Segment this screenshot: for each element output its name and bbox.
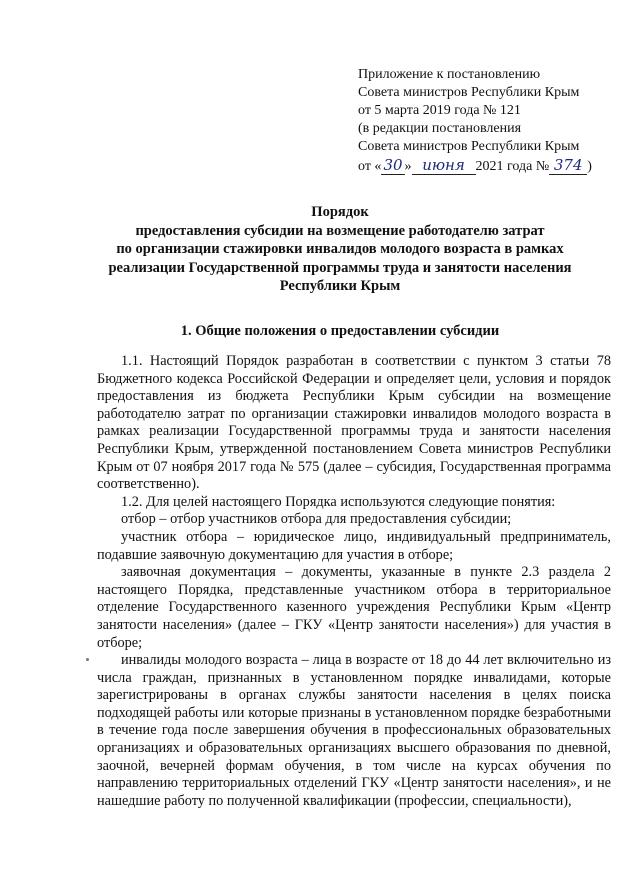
paragraph: инвалиды молодого возраста – лица в возрасте от 18 до 44 лет включительно из числа граждан, признанных в установленном порядке инвалидами, которые зарегистрированы в органах службы занятости населения в целях поиска подходящей работы или которые признаны в установленном порядке безработными в течение года после завершения обучения в профессиональных образовательных организациях и образовательных организациях высшего образования по дневной, заочной, вечерней формам обучения, в том числе на курсах обучения по направлению территориальных отделений ГКУ «Центр занятости населения», и не нашедшие работу по полученной квалификации (профессии, специальности), [97, 652, 611, 809]
header-line: Приложение к постановлению [358, 67, 541, 82]
date-quote-close: » [404, 159, 412, 174]
scan-artifact [86, 658, 89, 661]
section-body [97, 353, 611, 810]
title-line: по организации стажировки инвалидов молодого возраста в рамках [116, 241, 564, 257]
header-line: Совета министров Республики Крым [358, 85, 580, 100]
paragraph: 1.1. Настоящий Порядок разработан в соответствии с пунктом 3 статьи 78 Бюджетного кодекса Российской Федерации и определяет цели, условия и порядок предоставления из бюджета Республики Крым субсидии на возмещение работодателю затрат по организации стажировки инвалидов молодого возраста в рамках реализации Государственной программы труда и занятости населения Республики Крым, утвержденной постановлением Совета министров Республики Крым от 07 ноября 2017 года № 575 (далее – субсидия, Государственная программа соответственно). [97, 353, 611, 493]
document-title [60, 203, 620, 296]
handwritten-resolution-number: 374 [549, 156, 587, 175]
paragraph: отбор – отбор участников отбора для предоставления субсидии; [121, 511, 512, 528]
section-heading: 1. Общие положения о предоставлении субсидии [180, 323, 500, 339]
header-date-line: от « 30 » июня 2021 года № 374 ) [358, 156, 592, 174]
title-line: Порядок [311, 204, 369, 220]
paragraph: заявочная документация – документы, указанные в пункте 2.3 раздела 2 настоящего Порядка, представленные участником отбора в территориальное отделение Государственного казенного учреждения Республики Крым «Центр занятости населения» (далее – ГКУ «Центр занятости населения») для участия в отборе; [97, 564, 611, 651]
header-line: от 5 марта 2019 года № 121 [358, 103, 521, 118]
handwritten-month: июня [412, 156, 476, 175]
header-line: Совета министров Республики Крым [358, 139, 580, 154]
appendix-header [358, 66, 592, 176]
paragraph: участник отбора – юридическое лицо, индивидуальный предприниматель, подавшие заявочную документацию для участия в отборе; [97, 528, 611, 563]
paragraph: 1.2. Для целей настоящего Порядка используются следующие понятия: [121, 493, 556, 510]
date-prefix: от « [358, 159, 382, 174]
title-line: реализации Государственной программы труда и занятости населения [108, 259, 572, 276]
header-line: (в редакции постановления [358, 121, 522, 136]
handwritten-day: 30 [383, 156, 403, 174]
date-year: 2021 года № [475, 159, 550, 174]
title-line: Республики Крым [279, 278, 401, 294]
title-line: предоставления субсидии на возмещение работодателю затрат [135, 222, 545, 239]
